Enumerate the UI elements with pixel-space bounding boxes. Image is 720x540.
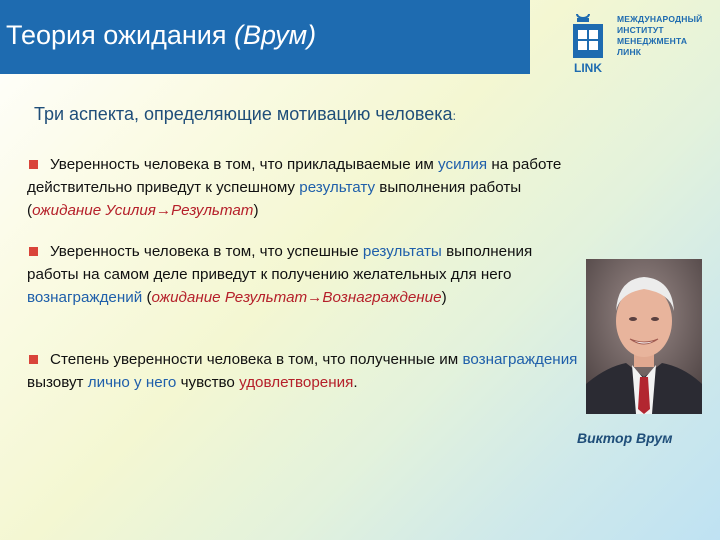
- logo-mark-icon: [563, 10, 613, 76]
- logo-line: МЕНЕДЖМЕНТА: [617, 36, 688, 46]
- bullet-text: выполнения работы (: [27, 179, 522, 219]
- bullet-square-icon: [29, 160, 38, 169]
- bullet-highlight: удовлетворения: [239, 374, 354, 391]
- subtitle-colon: :: [452, 109, 456, 123]
- bullet-text: ): [253, 202, 259, 219]
- bullet-item-effort: [27, 153, 587, 222]
- bullet-highlight: вознаграждений: [27, 289, 143, 306]
- bullet-expectation: ожидание Усилия→Результат: [32, 202, 254, 219]
- logo-line: ЛИНК: [617, 47, 642, 57]
- title-author: (Врум): [233, 20, 317, 50]
- bullet-text: выполнения работы на самом деле приведут к получению желательных для него: [27, 243, 533, 283]
- title-main: Теория ожидания: [6, 20, 234, 50]
- bullet-text: Уверенность человека в том, что прикладываемые им: [50, 156, 439, 173]
- bullet-text: .: [353, 374, 358, 391]
- bullet-item-satisfaction: [27, 348, 587, 394]
- bullet-text: Степень уверенности человека в том, что полученные им: [50, 351, 463, 368]
- bullet-text: чувство: [176, 374, 240, 391]
- logo-text: [617, 14, 702, 58]
- bullet-text: на работе действительно приведут к успешному: [27, 156, 562, 196]
- bullet-item-reward: [27, 240, 557, 309]
- logo-line: МЕЖДУНАРОДНЫЙ: [617, 14, 703, 24]
- bullet-text: (: [142, 289, 152, 306]
- bullet-text: Уверенность человека в том, что успешные: [50, 243, 363, 260]
- portrait-caption: Виктор Врум: [577, 430, 673, 446]
- bullet-highlight: результату: [299, 179, 376, 196]
- bullet-highlight: усилия: [438, 156, 488, 173]
- bullet-square-icon: [29, 247, 38, 256]
- bullet-text: вызовут: [27, 374, 88, 391]
- slide-title: [6, 20, 316, 51]
- subtitle-text: Три аспекта, определяющие мотивацию человека: [34, 104, 453, 124]
- subtitle: [34, 104, 456, 125]
- bullet-text: ): [441, 289, 447, 306]
- portrait-image: [586, 259, 702, 414]
- bullet-expectation: ожидание Результат→Вознаграждение: [151, 289, 442, 306]
- link-institute-logo: [563, 10, 703, 76]
- logo-line: ИНСТИТУТ: [617, 25, 664, 35]
- bullet-square-icon: [29, 355, 38, 364]
- bullet-highlight: результаты: [362, 243, 442, 260]
- logo-mark-text: LINK: [574, 61, 602, 75]
- title-bar: [0, 0, 530, 74]
- bullet-highlight: вознаграждения: [462, 351, 578, 368]
- bullet-highlight: лично у него: [87, 374, 177, 391]
- portrait-photo: [586, 259, 702, 414]
